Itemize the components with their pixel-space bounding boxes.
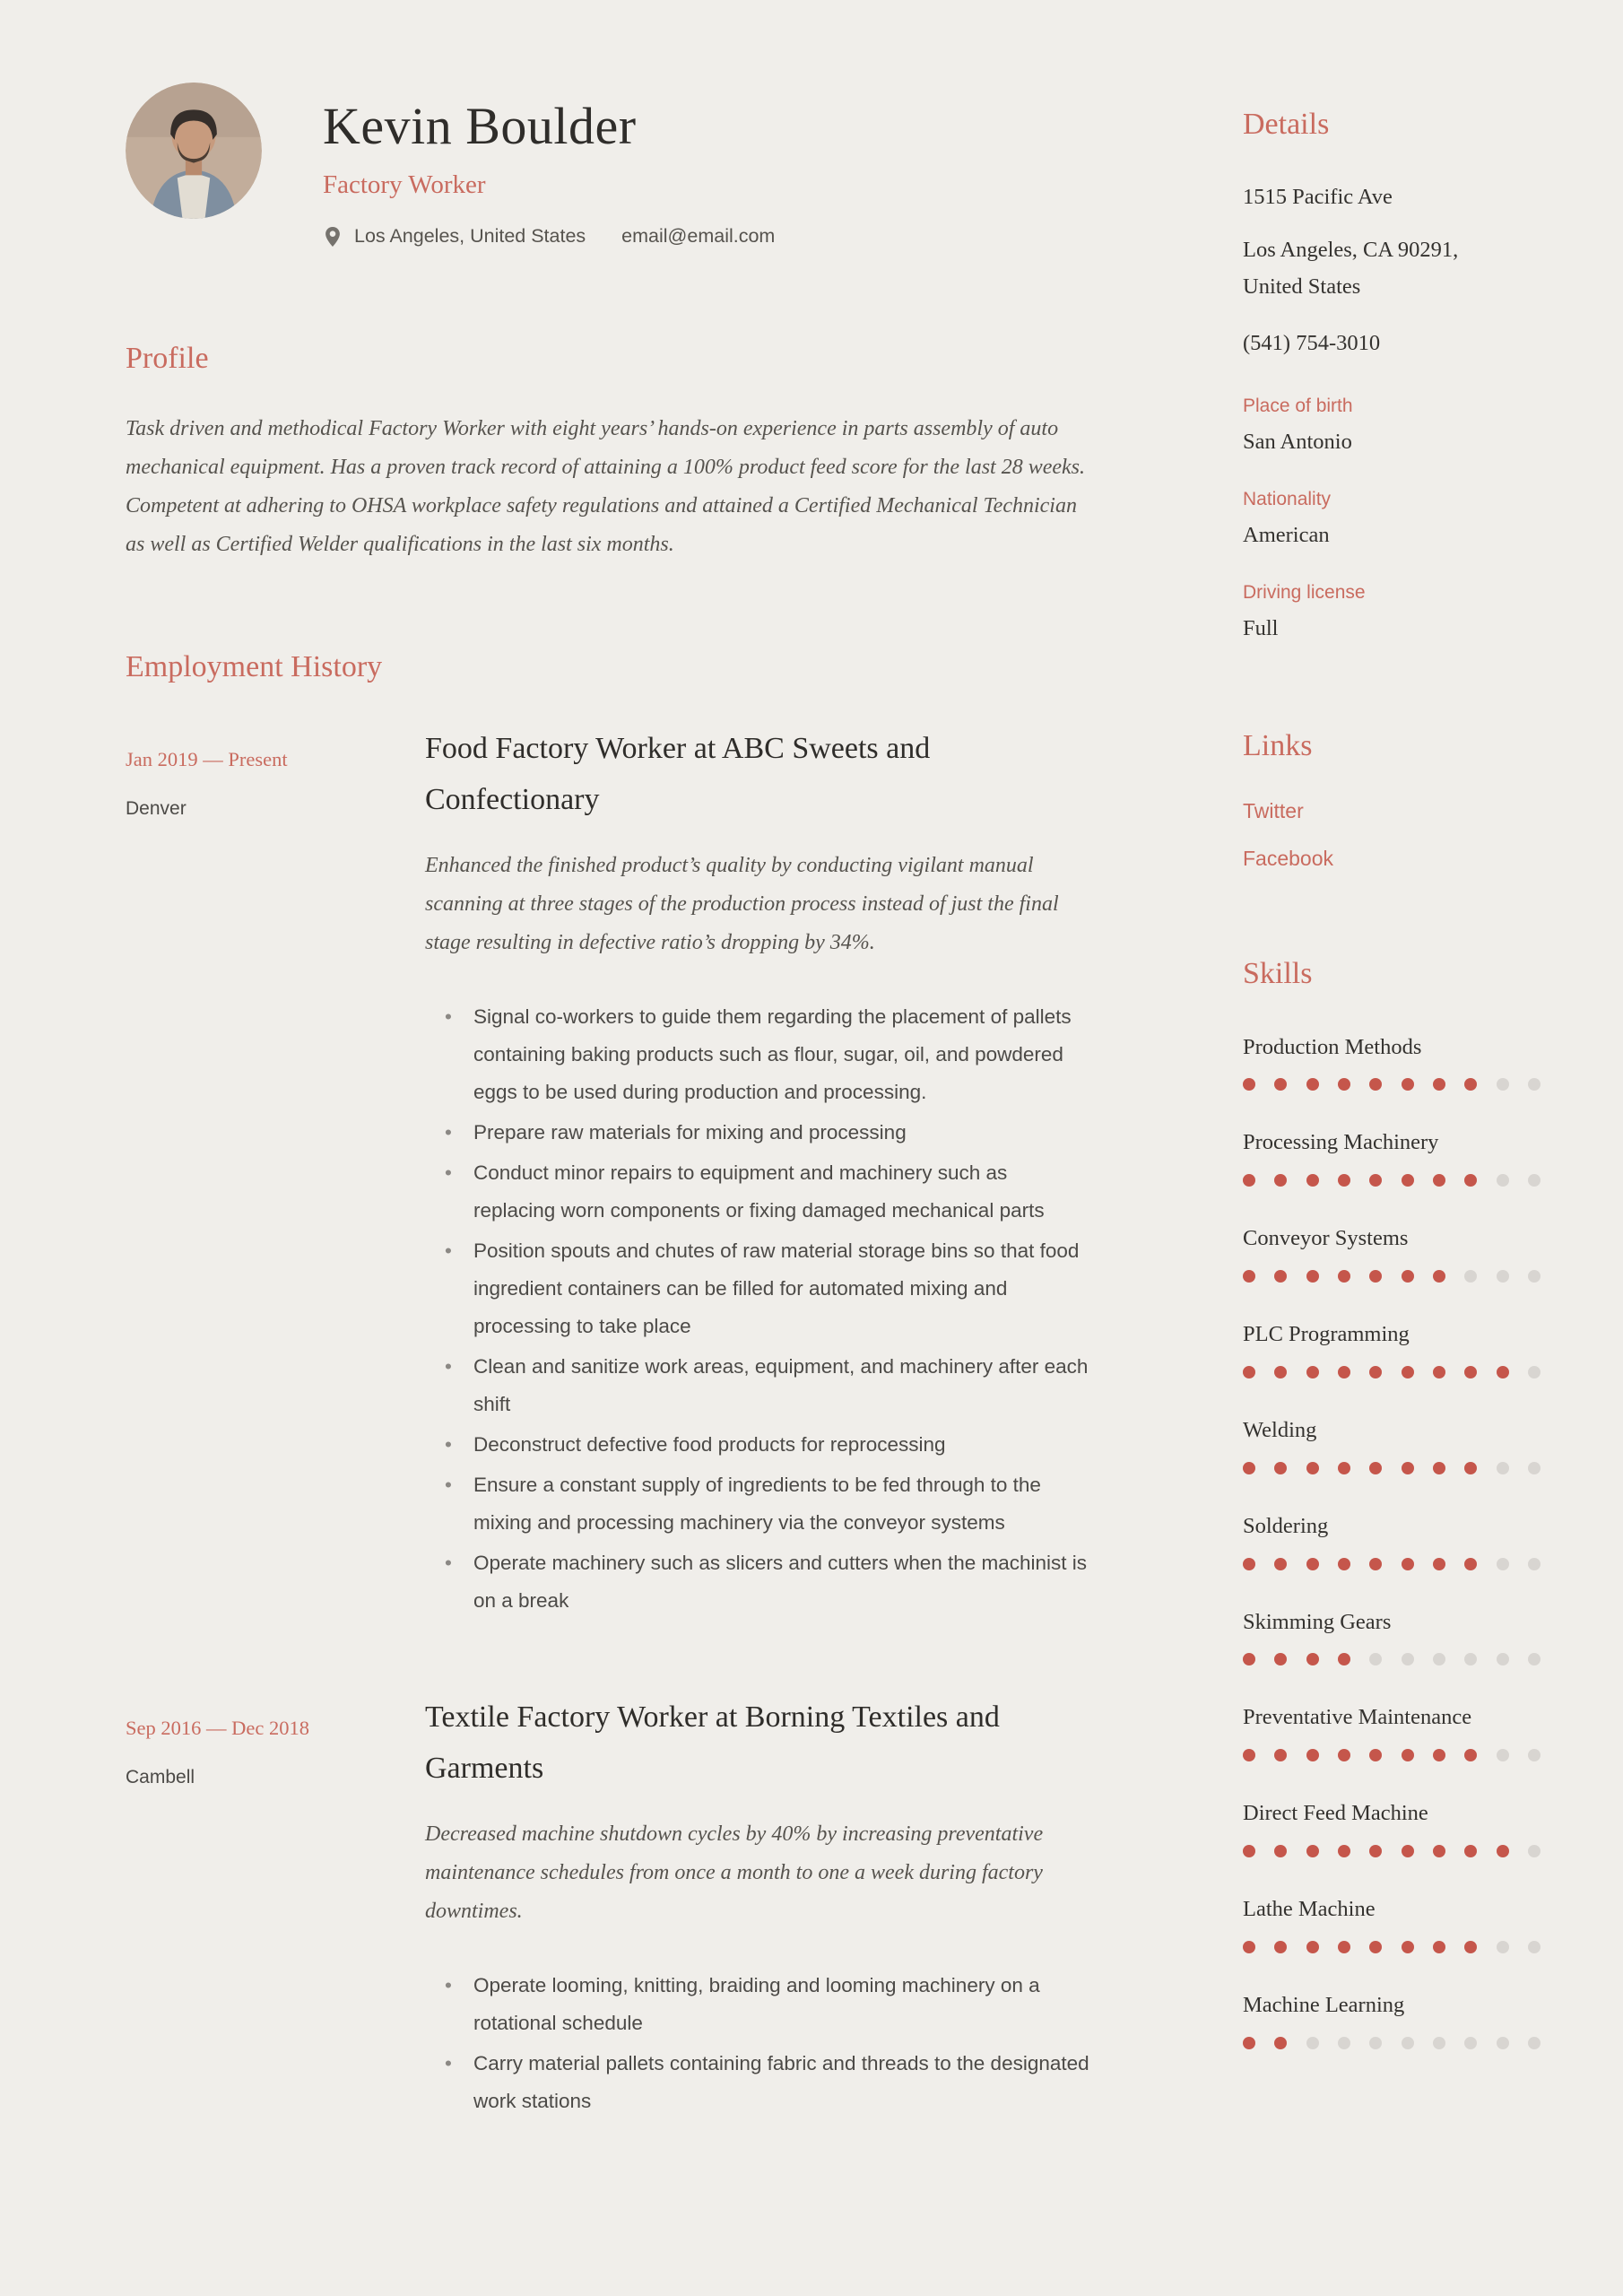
job-bullet: • Ensure a constant supply of ingredients to be fed through to the mixing and processing machinery via the conveyor systems — [445, 1466, 1092, 1542]
detail-label: Place of birth — [1243, 395, 1353, 416]
detail-field — [1243, 582, 1541, 641]
skill-name: Skimming Gears — [1243, 1609, 1392, 1634]
skill-name: Soldering — [1243, 1513, 1329, 1538]
job-title: Textile Factory Worker at Borning Textiles and Garments — [425, 1700, 1000, 1786]
skill-name: Preventative Maintenance — [1243, 1705, 1472, 1730]
skill-name: PLC Programming — [1243, 1322, 1410, 1347]
skill-level-dots — [1243, 1174, 1541, 1187]
skill-name: Production Methods — [1243, 1034, 1422, 1059]
skill-entry — [1243, 1128, 1541, 1187]
skill-entry — [1243, 1224, 1541, 1283]
skill-name: Direct Feed Machine — [1243, 1801, 1428, 1826]
skill-entry — [1243, 1991, 1541, 2049]
job-bullet: • Carry material pallets containing fabric and threads to the designated work stations — [445, 2045, 1092, 2120]
link-facebook[interactable]: Facebook — [1243, 847, 1334, 870]
job-meta — [126, 737, 425, 1620]
skill-name: Processing Machinery — [1243, 1130, 1439, 1155]
job-bullet: • Clean and sanitize work areas, equipment, and machinery after each shift — [445, 1348, 1092, 1423]
job-body — [425, 1700, 1092, 2120]
skill-level-dots — [1243, 1653, 1541, 1665]
address-line: United States — [1243, 274, 1361, 299]
skill-entry — [1243, 1895, 1541, 1953]
links-section — [1243, 727, 1541, 872]
job-bullet: • Deconstruct defective food products for reprocessing — [445, 1426, 1092, 1464]
skill-level-dots — [1243, 1558, 1541, 1570]
side-column — [1243, 83, 1541, 2120]
job-bullet-list — [425, 998, 1092, 1620]
person-job-title: Factory Worker — [323, 170, 486, 199]
main-column — [126, 83, 1092, 2120]
skill-entry — [1243, 1320, 1541, 1378]
skill-name: Welding — [1243, 1417, 1317, 1442]
profile-text: Task driven and methodical Factory Worker with eight years’ hands-on experience in parts assembly of auto mechanical equipment. Has a proven track record of attaining a 100% product feed score for the last 28 weeks. Competent at adhering to OHSA workplace safety regulations and attained a Certified Mechanical Technician as well as Certified Welder qualifications in the last six months. — [126, 417, 1086, 557]
employment-heading: Employment History — [126, 650, 383, 684]
skill-level-dots — [1243, 1462, 1541, 1474]
job-dates: Jan 2019 — Present — [126, 747, 288, 770]
location-text: Los Angeles, United States — [354, 225, 586, 248]
job-summary: Enhanced the finished product’s quality by conducting vigilant manual scanning at three stages of the production process instead of just the final stage resulting in defective ratio’s dropping by 34%. — [425, 853, 1059, 954]
skill-entry — [1243, 1703, 1541, 1761]
link-twitter[interactable]: Twitter — [1243, 799, 1304, 822]
skill-level-dots — [1243, 1845, 1541, 1857]
detail-label: Nationality — [1243, 488, 1332, 509]
phone-number: (541) 754-3010 — [1243, 330, 1381, 355]
skill-level-dots — [1243, 1078, 1541, 1091]
links-heading: Links — [1243, 728, 1313, 762]
job-bullet: • Position spouts and chutes of raw material storage bins so that food ingredient containers can be filled for automated mixing and processing to take place — [445, 1232, 1092, 1345]
skills-section — [1243, 955, 1541, 2049]
job-entry — [126, 1700, 1092, 2120]
job-location: Denver — [126, 797, 187, 819]
detail-field — [1243, 396, 1541, 455]
email-link[interactable]: email@email.com — [621, 225, 776, 248]
skill-entry — [1243, 1512, 1541, 1570]
job-bullet: • Conduct minor repairs to equipment and machinery such as replacing worn components or fixing damaged mechanical parts — [445, 1154, 1092, 1230]
job-bullet: • Operate looming, knitting, braiding and looming machinery on a rotational schedule — [445, 1967, 1092, 2042]
detail-field — [1243, 489, 1541, 548]
skill-level-dots — [1243, 1941, 1541, 1953]
skill-name: Lathe Machine — [1243, 1897, 1376, 1922]
skill-name: Conveyor Systems — [1243, 1226, 1409, 1251]
skill-name: Machine Learning — [1243, 1992, 1405, 2017]
job-summary: Decreased machine shutdown cycles by 40% by increasing preventative maintenance schedules from once a month to one a week during factory downtimes. — [425, 1822, 1044, 1924]
detail-value: San Antonio — [1243, 429, 1352, 454]
skill-level-dots — [1243, 1749, 1541, 1761]
avatar — [126, 83, 262, 219]
job-bullet: • Prepare raw materials for mixing and processing — [445, 1114, 1092, 1152]
job-bullet-list — [425, 1967, 1092, 2120]
job-bullet: • Signal co-workers to guide them regarding the placement of pallets containing baking products such as flour, sugar, oil, and powdered eggs to be used during production and processing. — [445, 998, 1092, 1111]
skill-level-dots — [1243, 2037, 1541, 2049]
details-section — [1243, 106, 1541, 641]
avatar-photo-placeholder — [126, 83, 262, 219]
header-info — [323, 83, 775, 248]
person-name: Kevin Boulder — [323, 97, 637, 155]
job-meta — [126, 1706, 425, 2120]
profile-heading: Profile — [126, 341, 209, 375]
address-line: 1515 Pacific Ave — [1243, 184, 1393, 209]
skill-level-dots — [1243, 1270, 1541, 1283]
detail-value: Full — [1243, 615, 1279, 640]
profile-section — [126, 340, 1092, 565]
skill-level-dots — [1243, 1366, 1541, 1378]
details-heading: Details — [1243, 108, 1330, 141]
location-pin-icon — [323, 225, 343, 248]
job-entry — [126, 731, 1092, 1620]
address-line: Los Angeles, CA 90291, — [1243, 237, 1459, 262]
job-dates: Sep 2016 — Dec 2018 — [126, 1716, 309, 1739]
job-title: Food Factory Worker at ABC Sweets and Confectionary — [425, 731, 931, 816]
skill-entry — [1243, 1416, 1541, 1474]
employment-section — [126, 648, 1092, 2120]
skills-heading: Skills — [1243, 957, 1313, 990]
resume-header — [126, 83, 1092, 248]
detail-label: Driving license — [1243, 581, 1366, 603]
skill-entry — [1243, 1799, 1541, 1857]
detail-value: American — [1243, 522, 1330, 547]
job-bullet: • Operate machinery such as slicers and cutters when the machinist is on a break — [445, 1544, 1092, 1620]
job-body — [425, 731, 1092, 1620]
contact-row — [323, 225, 775, 248]
skill-entry — [1243, 1033, 1541, 1091]
skill-entry — [1243, 1608, 1541, 1666]
job-location: Cambell — [126, 1766, 195, 1787]
